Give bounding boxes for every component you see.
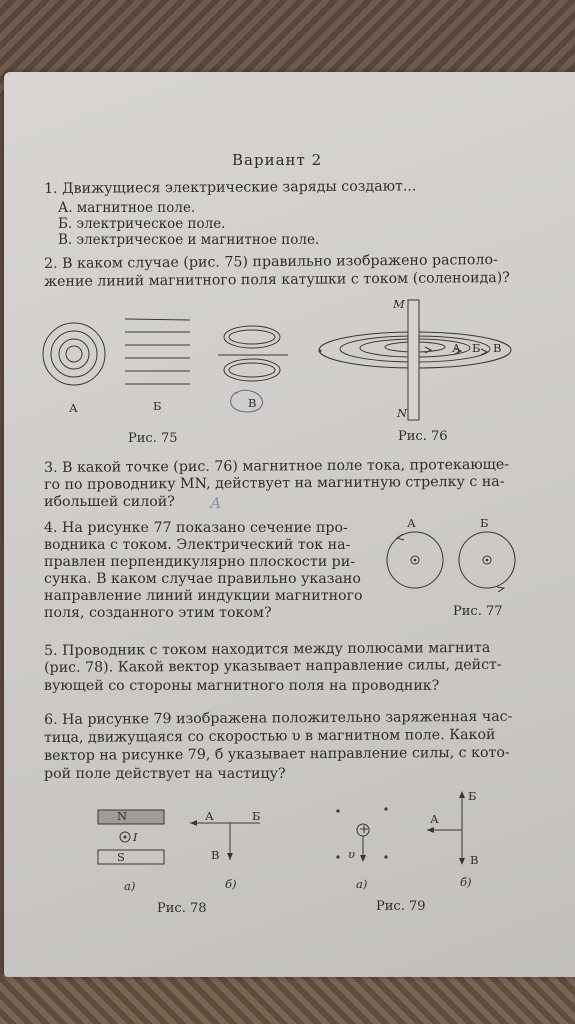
figure-78-part-a: а) [124, 879, 136, 893]
figure-78-magnet-n: N [117, 809, 128, 823]
question-3-line-1: 3. В какой точке (рис. 76) магнитное поле тока, протекающе- [44, 456, 510, 476]
figure-76-label-m: M [393, 297, 405, 311]
figure-78-part-b: б) [225, 877, 237, 891]
figure-78-magnet-s: S [117, 850, 125, 864]
figure-79-caption: Рис. 79 [376, 899, 426, 914]
figure-78-vector-b: Б [252, 809, 261, 823]
figure-76-label-n: N [397, 406, 408, 420]
fabric-background-bottom [0, 975, 575, 1024]
question-4-line-5: направление линий индукции магнитного [44, 588, 363, 604]
question-2-line-2: жение линий магнитного поля катушки с током (соленоида)? [44, 269, 510, 290]
figure-77-label-b: Б [480, 516, 489, 530]
figure-79-charge: + [359, 822, 370, 836]
figure-76-point-c: В [493, 341, 502, 355]
question-4-line-6: поля, созданного этим током? [44, 605, 272, 621]
figure-77-caption: Рис. 77 [453, 604, 503, 619]
figure-77 [395, 525, 525, 595]
figure-75-caption: Рис. 75 [128, 431, 178, 446]
figure-79-vector-b: Б [468, 789, 477, 803]
figure-77-label-a: А [407, 516, 416, 530]
variant-heading: Вариант 2 [232, 151, 323, 169]
figure-75-label-b: Б [153, 399, 162, 413]
figure-78-vector-a: А [205, 809, 214, 823]
question-5-line-1: 5. Проводник с током находится между полюсами магнита [44, 639, 491, 659]
question-2-line-1: 2. В каком случае (рис. 75) правильно изображено располо- [44, 252, 498, 272]
question-6-line-1: 6. На рисунке 79 изображена положительно заряженная час- [44, 708, 513, 728]
question-1-text: 1. Движущиеся электрические заряды создают... [44, 178, 417, 197]
figure-75-label-a: А [69, 401, 78, 415]
question-5-line-3: вующей со стороны магнитного поля на проводник? [44, 678, 440, 694]
question-1-option-b: Б. электрическое поле. [58, 216, 226, 232]
figure-76 [305, 298, 520, 428]
figure-79-vector-c: В [470, 853, 479, 867]
question-6-line-4: рой поле действует на частицу? [44, 766, 286, 782]
question-3-handwritten-answer: А [210, 494, 222, 512]
figure-76-point-b: Б [472, 341, 481, 355]
figure-79-part-a: а) [356, 877, 368, 891]
question-1-option-a: А. магнитное поле. [58, 200, 196, 216]
question-4-line-2: водника с током. Электрический ток на- [44, 537, 351, 553]
question-3-line-2: го по проводнику MN, действует на магнитную стрелку с на- [44, 473, 505, 493]
figure-78-caption: Рис. 78 [157, 901, 207, 916]
question-1-option-c: В. электрическое и магнитное поле. [58, 232, 320, 248]
question-6-line-3: вектор на рисунке 79, б указывает направление силы, с кото- [44, 744, 510, 764]
figure-79-vector-a: А [430, 812, 439, 826]
figure-78-current-label: I [133, 830, 138, 844]
question-3-line-3: ибольшей силой? [44, 494, 175, 510]
figure-75 [40, 310, 310, 420]
figure-76-point-a: А [452, 341, 461, 355]
question-4-line-3: правлен перпендикулярно плоскости ри- [44, 554, 356, 570]
question-4-line-4: сунка. В каком случае правильно указано [44, 571, 361, 587]
figure-78-vector-c: В [211, 848, 220, 862]
question-4-line-1: 4. На рисунке 77 показано сечение про- [44, 520, 348, 536]
question-5-line-2: (рис. 78). Какой вектор указывает направление силы, дейст- [44, 656, 502, 676]
figure-79-velocity-label: υ [348, 847, 355, 861]
question-6-line-2: тица, движущаяся со скоростью υ в магнитном поле. Какой [44, 726, 496, 746]
figure-79-part-b: б) [460, 875, 472, 889]
figure-76-caption: Рис. 76 [398, 429, 448, 444]
figure-75-label-c: В [248, 396, 257, 410]
